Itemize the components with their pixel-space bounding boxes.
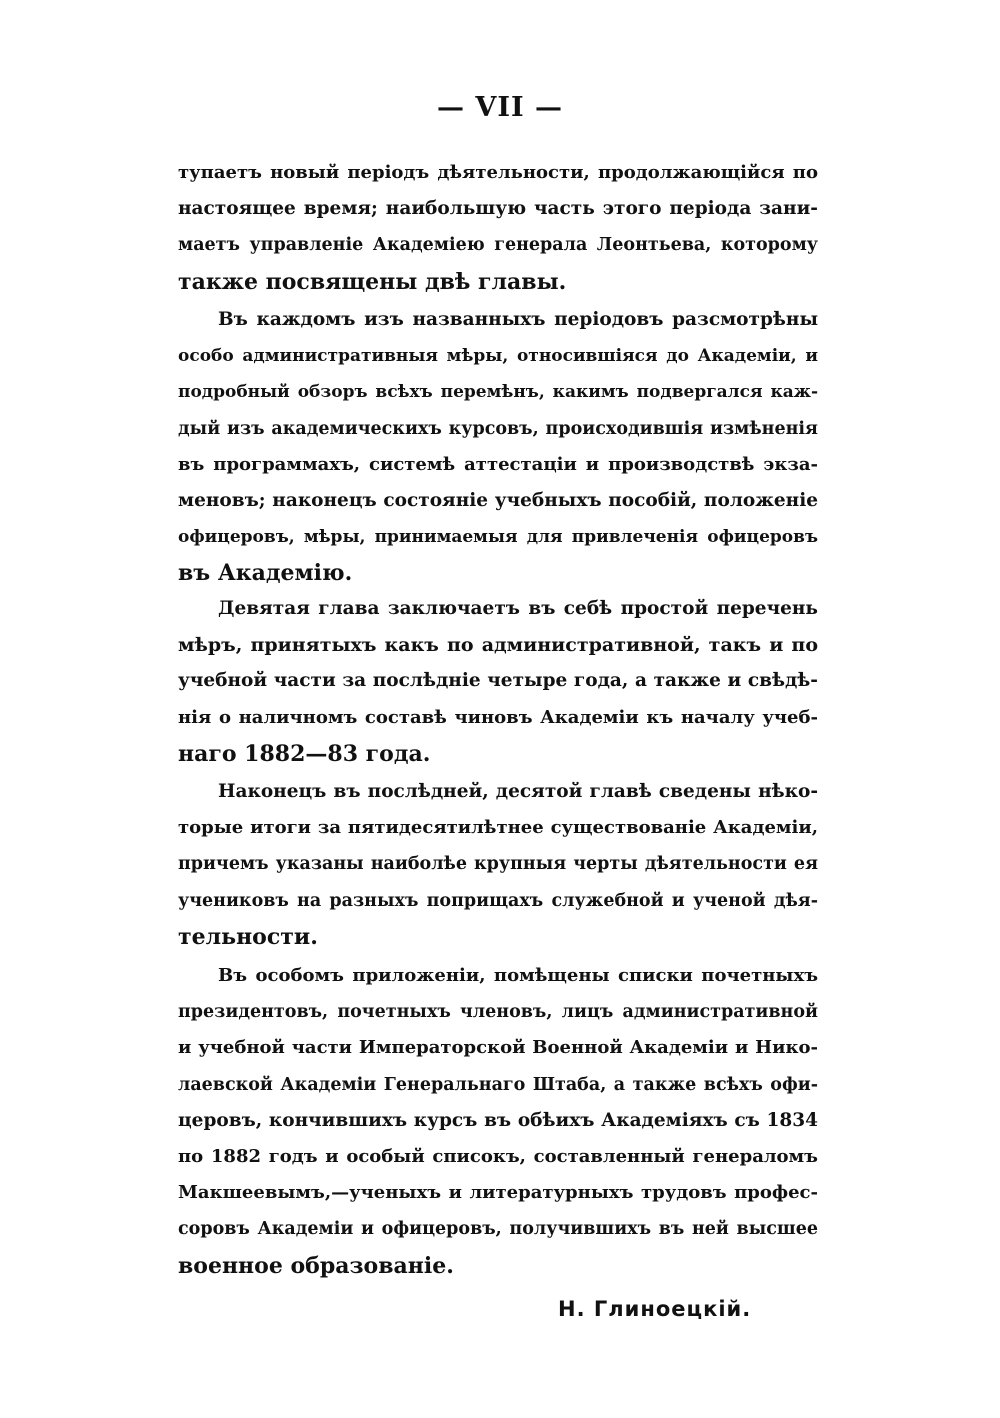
text-line: настоящее время; наибольшую часть этого періода зани-: [178, 198, 818, 220]
text-line: меновъ; наконецъ состояніе учебныхъ пособій, положеніе: [178, 490, 818, 512]
text-line: Наконецъ въ послѣдней, десятой главѣ сведены нѣко-: [218, 781, 818, 802]
text-line: офицеровъ, мѣры, принимаемыя для привлеченія офицеровъ: [178, 527, 818, 548]
text-line: торые итоги за пятидесятилѣтнее существованіе Академіи,: [178, 817, 818, 839]
text-line: мѣръ, принятыхъ какъ по административной, такъ и по: [178, 634, 818, 657]
text-line: нія о наличномъ составѣ чиновъ Академіи къ началу учеб-: [178, 706, 818, 728]
text-line: подробный обзоръ всѣхъ перемѣнъ, какимъ подвергался каж-: [178, 382, 818, 403]
paragraph-2: [178, 302, 818, 592]
text-line: учебной части за послѣдніе четыре года, а также и свѣдѣ-: [178, 670, 818, 692]
text-line: лаевской Академіи Генеральнаго Штаба, а также всѣхъ офи-: [178, 1074, 818, 1095]
text-line: тупаетъ новый періодъ дѣятельности, продолжающійся по: [178, 162, 818, 183]
text-line: Въ особомъ приложеніи, помѣщены списки почетныхъ: [218, 965, 818, 986]
paragraph-4: [178, 774, 818, 955]
text-line: по 1882 годъ и особый списокъ, составленный генераломъ: [178, 1146, 818, 1168]
text-line: въ Академію.: [178, 560, 353, 587]
text-line: соровъ Академіи и офицеровъ, получившихъ въ ней высшее: [178, 1219, 818, 1240]
paragraph-5: [178, 958, 818, 1284]
text-line: также посвящены двѣ главы.: [178, 268, 567, 295]
text-line: особо административныя мѣры, относившіяся до Академіи, и: [178, 346, 818, 367]
page-number: — VII —: [436, 92, 563, 123]
paragraph-1: [178, 155, 818, 300]
text-line: церовъ, кончившихъ курсъ въ обѣихъ Академіяхъ съ 1834: [178, 1109, 818, 1131]
text-line: дый изъ академическихъ курсовъ, происходившія измѣненія: [178, 418, 818, 439]
text-line: тельности.: [178, 923, 318, 950]
text-line: и учебной части Императорской Военной Академіи и Нико-: [178, 1037, 818, 1059]
text-line: причемъ указаны наиболѣе крупныя черты дѣятельности ея: [178, 854, 818, 875]
text-line: Девятая глава заключаетъ въ себѣ простой перечень: [218, 598, 818, 619]
text-line: маетъ управленіе Академіею генерала Леонтьева, которому: [178, 235, 818, 256]
text-line: наго 1882—83 года.: [178, 740, 431, 767]
text-line: президентовъ, почетныхъ членовъ, лицъ административной: [178, 1002, 818, 1023]
text-line: учениковъ на разныхъ поприщахъ служебной и ученой дѣя-: [178, 890, 818, 911]
paragraph-3: [178, 591, 818, 772]
text-line: въ программахъ, системѣ аттестаціи и производствѣ экза-: [178, 453, 818, 475]
text-line: Въ каждомъ изъ названныхъ періодовъ разсмотрѣны: [218, 309, 818, 330]
text-line: Макшеевымъ,—ученыхъ и литературныхъ трудовъ профес-: [178, 1182, 818, 1204]
author-signature: Н. Глиноецкій.: [558, 1297, 752, 1321]
text-line: военное образованіе.: [178, 1252, 454, 1279]
